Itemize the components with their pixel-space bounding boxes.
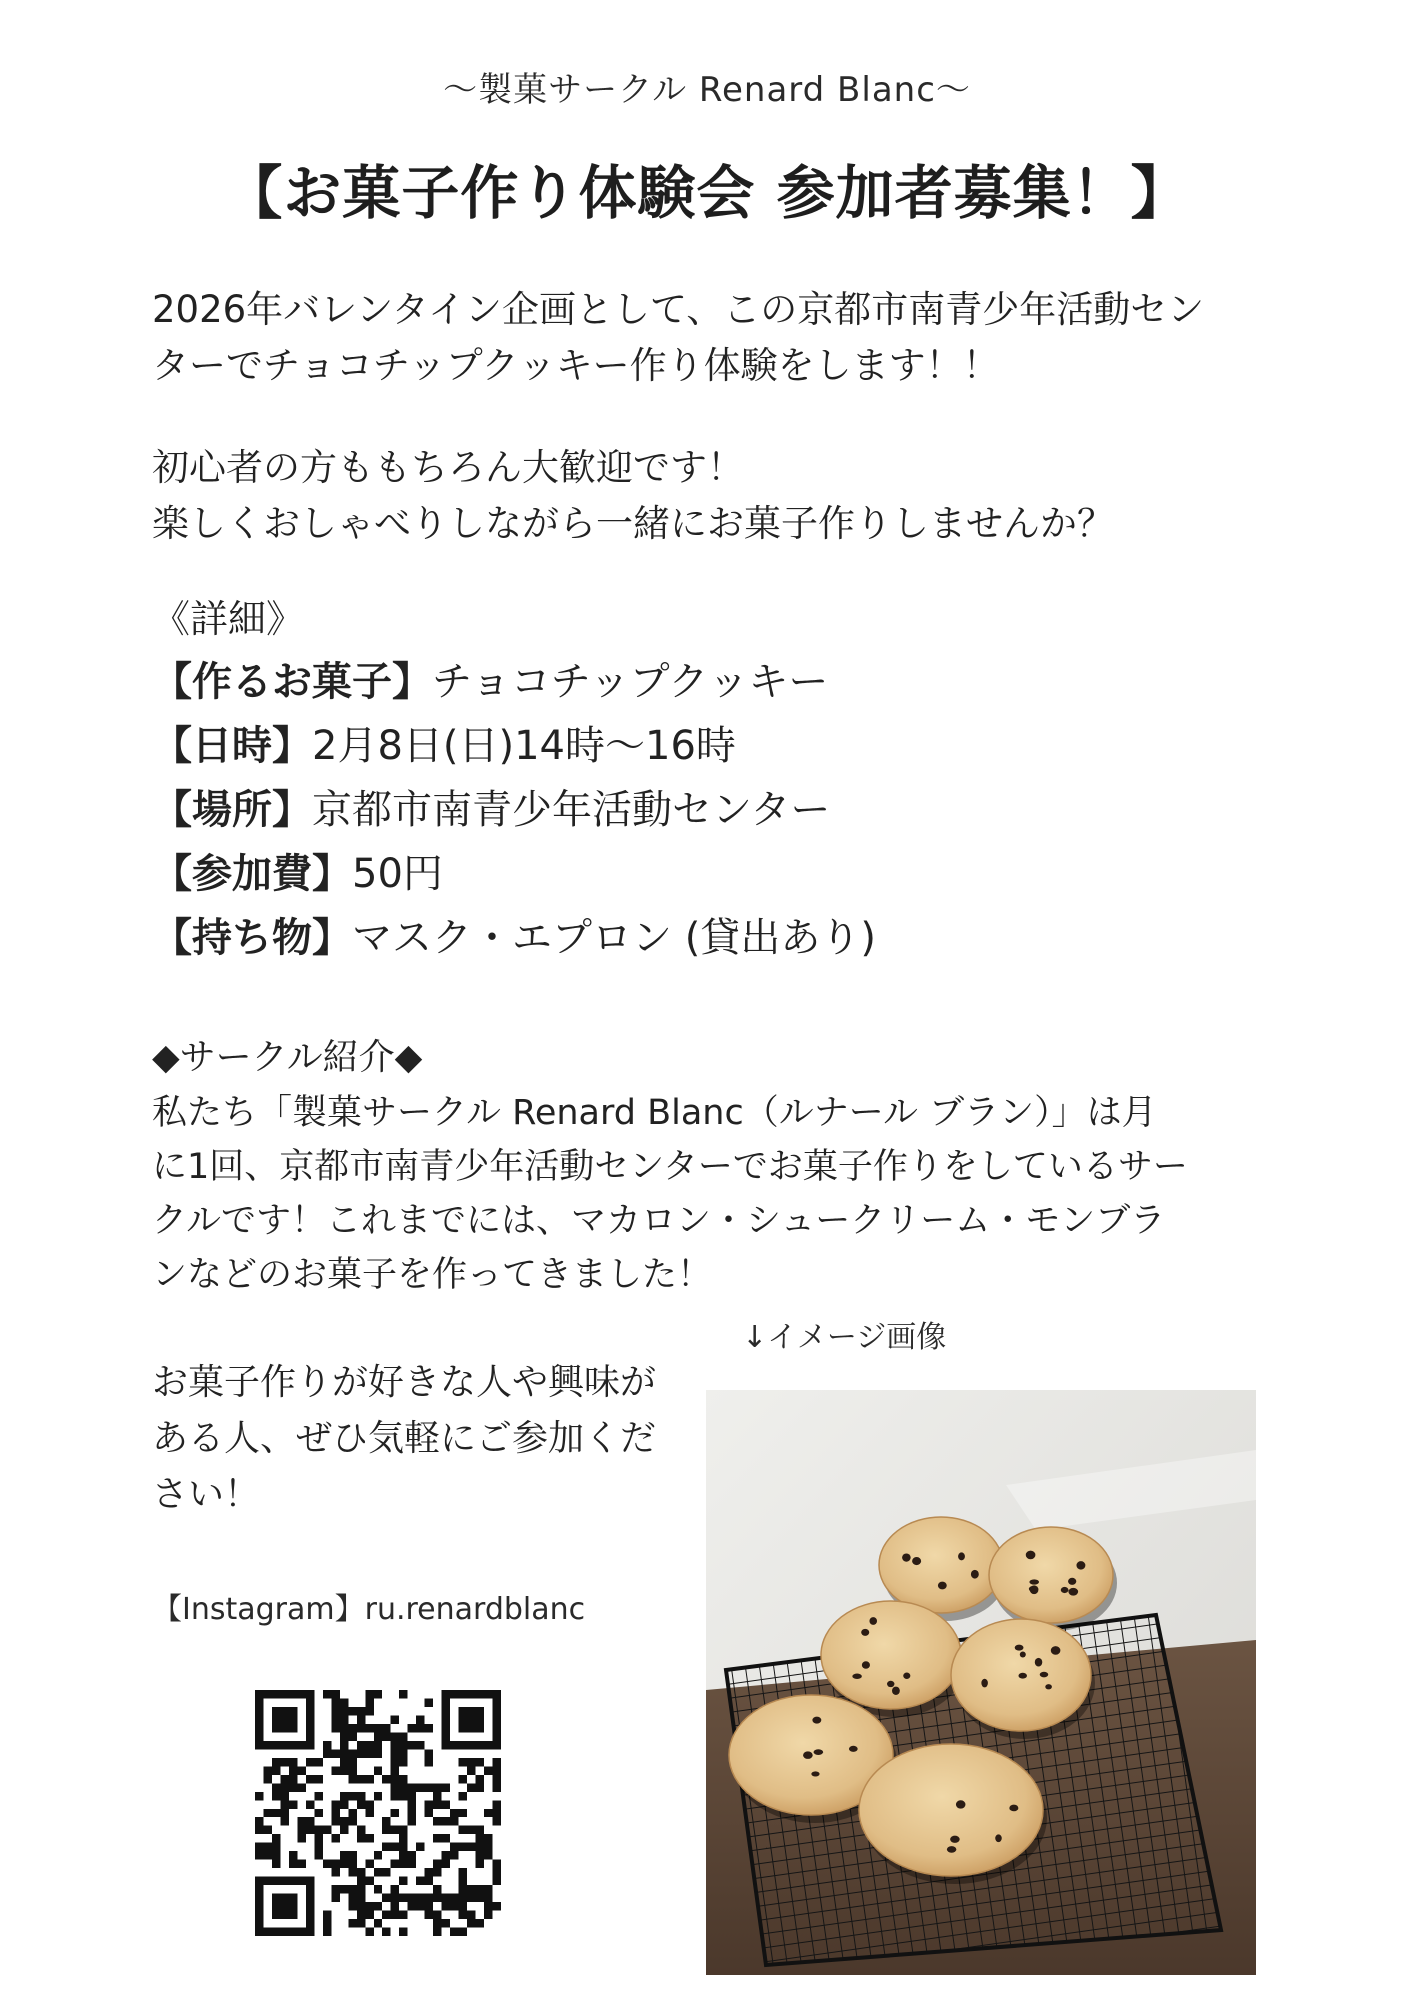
detail-value: 50円 xyxy=(352,851,443,897)
chocolate-chip xyxy=(1009,1805,1018,1812)
detail-label: 【作るお菓子】 xyxy=(152,659,432,705)
chocolate-chip xyxy=(947,1846,957,1853)
circle-line: 私たち「製菓サークル Renard Blanc（ルナール ブラン）」は月 xyxy=(152,1093,1157,1133)
chocolate-chip xyxy=(887,1681,894,1687)
chocolate-chip xyxy=(1051,1646,1061,1655)
detail-value: マスク・エプロン (貸出あり) xyxy=(352,915,876,961)
chocolate-chip xyxy=(1029,1579,1039,1584)
detail-value: 京都市南青少年活動センター xyxy=(312,787,831,833)
detail-value: チョコチップクッキー xyxy=(432,659,829,705)
chocolate-chip xyxy=(912,1557,921,1565)
chocolate-chip xyxy=(869,1617,877,1625)
detail-row-sweets xyxy=(152,650,1302,714)
invite-line: さい！ xyxy=(152,1474,261,1515)
qr-code[interactable] xyxy=(255,1690,501,1936)
welcome-line: 楽しくおしゃべりしながら一緒にお菓子作りしませんか？ xyxy=(152,502,1114,545)
intro-line: 2026年バレンタイン企画として、この京都市南青少年活動セン xyxy=(152,288,1205,331)
detail-label: 【参加費】 xyxy=(152,851,352,897)
chocolate-chip xyxy=(1045,1684,1052,1689)
page-title: 【お菓子作り体験会 参加者募集！】 xyxy=(224,159,1190,227)
circle-line: に1回、京都市南青少年活動センターでお菓子作りをしているサー xyxy=(152,1147,1188,1187)
welcome-paragraph xyxy=(152,440,1272,552)
chocolate-chip xyxy=(971,1570,979,1579)
chocolate-chip xyxy=(1020,1651,1026,1657)
invitation-text xyxy=(152,1355,712,1523)
chocolate-chip xyxy=(1030,1585,1039,1594)
circle-line: クルです！これまでには、マカロン・シュークリーム・モンブラ xyxy=(152,1201,1166,1241)
chocolate-chip xyxy=(1035,1658,1042,1667)
chocolate-chip xyxy=(903,1673,910,1679)
circle-intro-heading: ◆サークル紹介◆ xyxy=(152,1037,423,1078)
chocolate-chip xyxy=(956,1800,966,1808)
detail-value: 2月8日(日)14時～16時 xyxy=(312,723,736,769)
welcome-line: 初心者の方ももちろん大歓迎です！ xyxy=(152,446,744,489)
chocolate-chip xyxy=(811,1771,819,1776)
chocolate-chip xyxy=(861,1629,869,1636)
chocolate-chip xyxy=(950,1836,960,1843)
invite-line: ある人、ぜひ気軽にご参加くだ xyxy=(152,1418,657,1459)
chocolate-chip xyxy=(892,1687,900,1695)
detail-row-belongings xyxy=(152,906,1302,970)
chocolate-chip xyxy=(1040,1672,1049,1678)
chocolate-chip xyxy=(862,1661,870,1668)
chocolate-chip xyxy=(1068,1578,1076,1585)
chocolate-chip xyxy=(1061,1587,1069,1593)
image-caption: ↓イメージ画像 xyxy=(742,1320,947,1355)
chocolate-chip xyxy=(1076,1561,1085,1570)
chocolate-chip xyxy=(1018,1673,1026,1679)
detail-row-datetime xyxy=(152,714,1302,778)
chocolate-chip xyxy=(958,1552,965,1560)
chocolate-chip xyxy=(812,1717,821,1724)
chocolate-chip xyxy=(938,1582,947,1590)
instagram-handle[interactable]: 【Instagram】ru.renardblanc xyxy=(152,1592,586,1627)
chocolate-chip xyxy=(1026,1551,1036,1560)
details-section xyxy=(152,588,1302,970)
chocolate-chip xyxy=(995,1834,1002,1842)
detail-label: 【日時】 xyxy=(152,723,312,769)
intro-line: ターでチョコチップクッキー作り体験をします！！ xyxy=(152,344,1000,387)
chocolate-chip xyxy=(852,1674,862,1679)
detail-label: 【場所】 xyxy=(152,787,312,833)
chocolate-chip xyxy=(981,1679,988,1688)
circle-subtitle: ～製菓サークル Renard Blanc～ xyxy=(443,70,971,110)
circle-line: ンなどのお菓子を作ってきました！ xyxy=(152,1255,713,1295)
details-heading: 《詳細》 xyxy=(152,597,305,641)
intro-paragraph xyxy=(152,282,1272,394)
detail-row-place xyxy=(152,778,1302,842)
invite-line: お菓子作りが好きな人や興味が xyxy=(152,1362,657,1403)
chocolate-chip xyxy=(803,1751,813,1759)
detail-row-fee xyxy=(152,842,1302,906)
detail-label: 【持ち物】 xyxy=(152,915,352,961)
chocolate-chip xyxy=(849,1746,858,1752)
circle-intro-paragraph xyxy=(152,1086,1302,1302)
chocolate-chip xyxy=(1068,1588,1078,1596)
chocolate-chip xyxy=(814,1749,824,1755)
chocolate-chip xyxy=(902,1553,911,1561)
cookie-photo xyxy=(706,1390,1256,1975)
chocolate-chip xyxy=(1015,1645,1024,1651)
